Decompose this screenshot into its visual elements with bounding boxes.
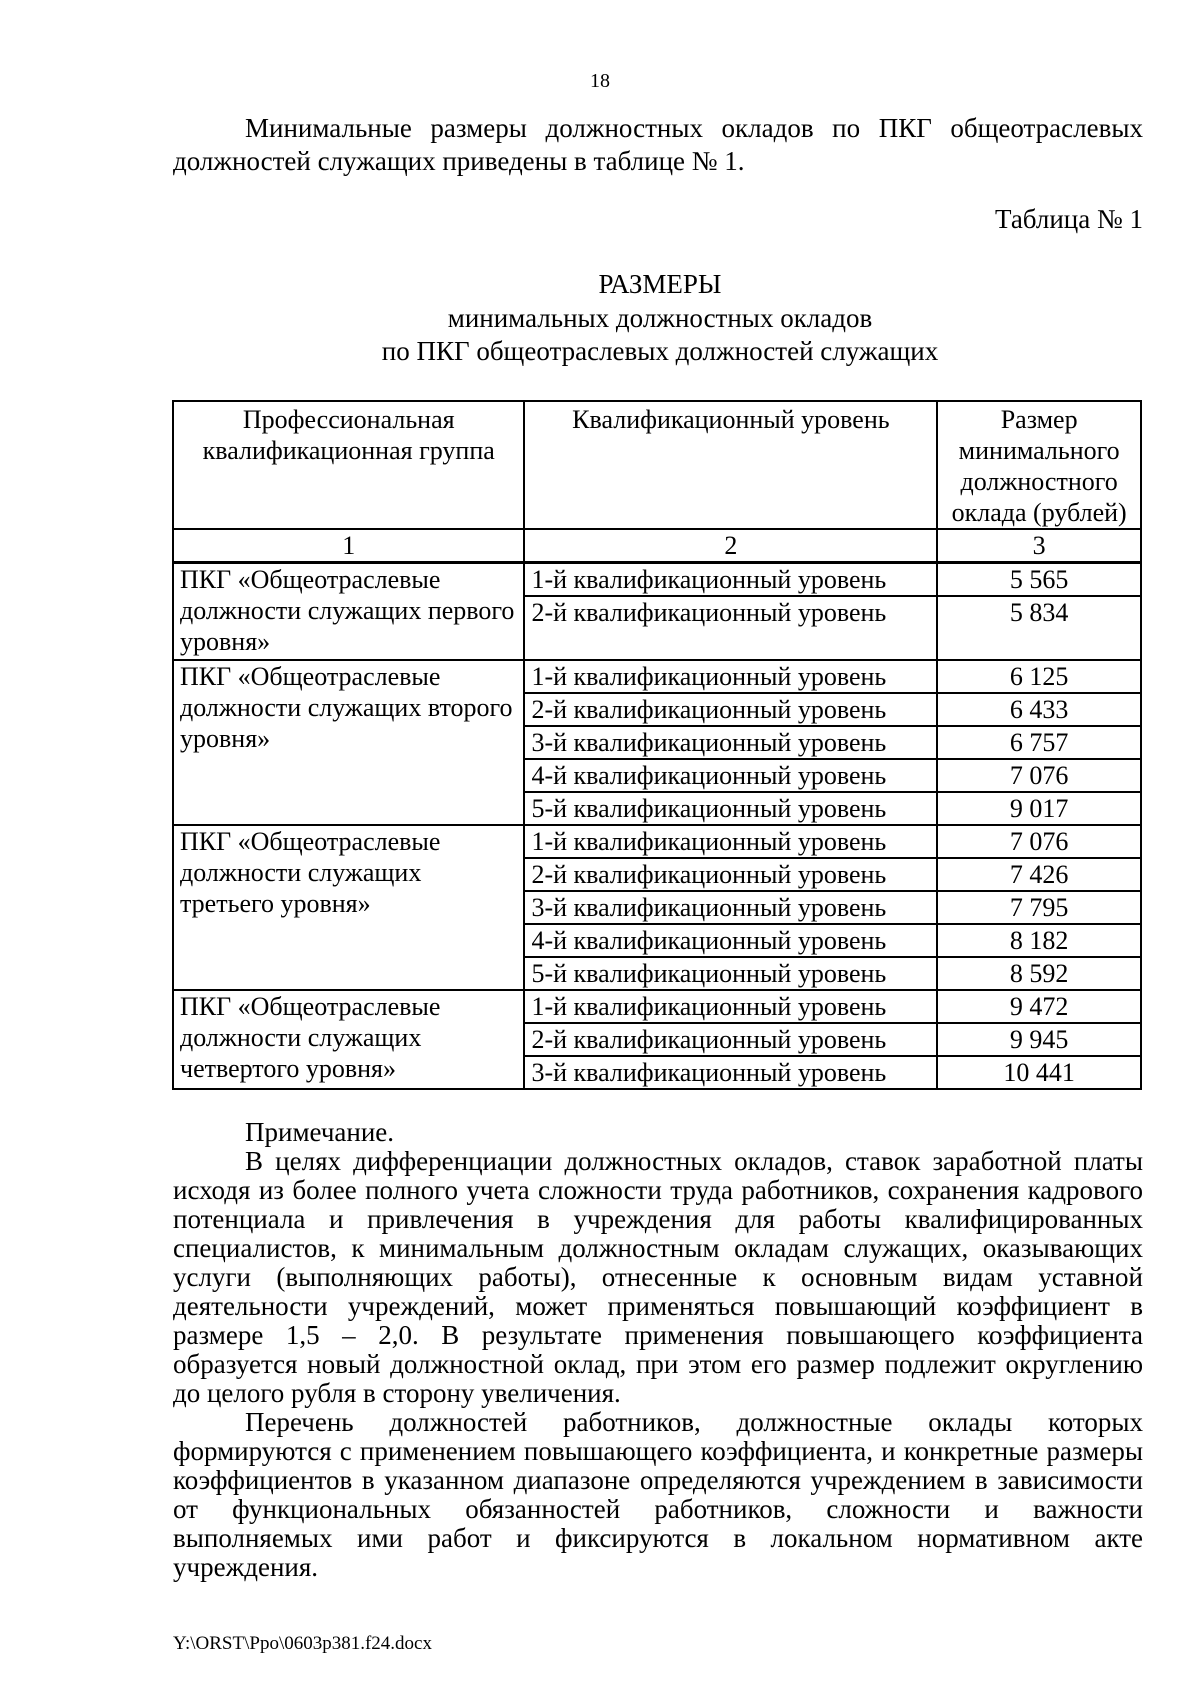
level-cell: 2-й квалификационный уровень	[524, 596, 937, 660]
amount-cell: 9 472	[937, 990, 1141, 1023]
amount-cell: 5 565	[937, 563, 1141, 597]
column-number: 2	[524, 529, 937, 563]
level-cell: 2-й квалификационный уровень	[524, 693, 937, 726]
table-subtitle-line: минимальных должностных окладов	[447, 303, 873, 333]
amount-cell: 5 834	[937, 596, 1141, 660]
table-header-row	[173, 401, 1141, 529]
amount-cell: 7 795	[937, 891, 1141, 924]
level-cell: 1-й квалификационный уровень	[524, 660, 937, 693]
intro-paragraph: Минимальные размеры должностных окладов по ПКГ общеотраслевых должностей служащих приведены в таблице № 1.	[173, 113, 1143, 176]
note-paragraph: В целях дифференциации должностных окладов, ставок заработной платы исходя из более полного учета сложности труда работников, сохранения кадрового потенциала и привлечения в учреждения для работы квалифицированных специалистов, к минимальным должностным окладам служащих, оказывающих услуги (выполняющих работы), отнесенные к основным видам уставной деятельности учреждений, может применяться повышающий коэффициент в размере 1,5 – 2,0. В результате применения повышающего коэффициента образуется новый должностной оклад, при этом его размер подлежит округлению до целого рубля в сторону увеличения.	[173, 1146, 1143, 1408]
table-subtitle	[0, 302, 1200, 368]
amount-cell: 9 017	[937, 792, 1141, 825]
level-cell: 3-й квалификационный уровень	[524, 1056, 937, 1089]
level-cell: 2-й квалификационный уровень	[524, 1023, 937, 1056]
level-cell: 4-й квалификационный уровень	[524, 924, 937, 957]
level-cell: 1-й квалификационный уровень	[524, 563, 937, 597]
table-row	[173, 825, 1141, 858]
table-title: РАЗМЕРЫ	[598, 269, 722, 299]
note-section	[173, 1118, 1143, 1582]
header-level: Квалификационный уровень	[524, 401, 937, 529]
group-name: ПКГ «Общеотраслевые должности служащих второго уровня»	[173, 660, 524, 825]
note-paragraph: Перечень должностей работников, должностные оклады которых формируются с применением повышающего коэффициента, и конкретные размеры коэффициентов в указанном диапазоне определяются учреждением в зависимости от функциональных обязанностей работников, сложности и важности выполняемых ими работ и фиксируются в локальном нормативном акте учреждения.	[173, 1407, 1143, 1582]
table-label: Таблица № 1	[995, 204, 1143, 234]
amount-cell: 6 433	[937, 693, 1141, 726]
salary-table	[172, 400, 1142, 1090]
group-name: ПКГ «Общеотраслевые должности служащих четвертого уровня»	[173, 990, 524, 1089]
level-cell: 4-й квалификационный уровень	[524, 759, 937, 792]
amount-cell: 8 182	[937, 924, 1141, 957]
column-number: 3	[937, 529, 1141, 563]
amount-cell: 8 592	[937, 957, 1141, 990]
level-cell: 3-й квалификационный уровень	[524, 891, 937, 924]
level-cell: 5-й квалификационный уровень	[524, 792, 937, 825]
table-row	[173, 990, 1141, 1023]
table-subtitle-line: по ПКГ общеотраслевых должностей служащих	[381, 336, 939, 366]
amount-cell: 6 757	[937, 726, 1141, 759]
header-amount: Размер минимального должностного оклада (рублей)	[937, 401, 1141, 529]
table-row	[173, 563, 1141, 597]
group-name: ПКГ «Общеотраслевые должности служащих первого уровня»	[173, 563, 524, 661]
header-group: Профессиональная квалификационная группа	[173, 401, 524, 529]
amount-cell: 7 426	[937, 858, 1141, 891]
level-cell: 5-й квалификационный уровень	[524, 957, 937, 990]
table-row	[173, 660, 1141, 693]
file-path-footer: Y:\ORST\Ppo\0603p381.f24.docx	[173, 1633, 432, 1654]
group-name: ПКГ «Общеотраслевые должности служащих третьего уровня»	[173, 825, 524, 990]
column-number-row	[173, 529, 1141, 563]
page-number: 18	[590, 70, 610, 92]
amount-cell: 10 441	[937, 1056, 1141, 1089]
level-cell: 1-й квалификационный уровень	[524, 990, 937, 1023]
amount-cell: 6 125	[937, 660, 1141, 693]
amount-cell: 7 076	[937, 759, 1141, 792]
amount-cell: 9 945	[937, 1023, 1141, 1056]
amount-cell: 7 076	[937, 825, 1141, 858]
note-title: Примечание.	[245, 1117, 395, 1147]
level-cell: 3-й квалификационный уровень	[524, 726, 937, 759]
column-number: 1	[173, 529, 524, 563]
level-cell: 1-й квалификационный уровень	[524, 825, 937, 858]
level-cell: 2-й квалификационный уровень	[524, 858, 937, 891]
